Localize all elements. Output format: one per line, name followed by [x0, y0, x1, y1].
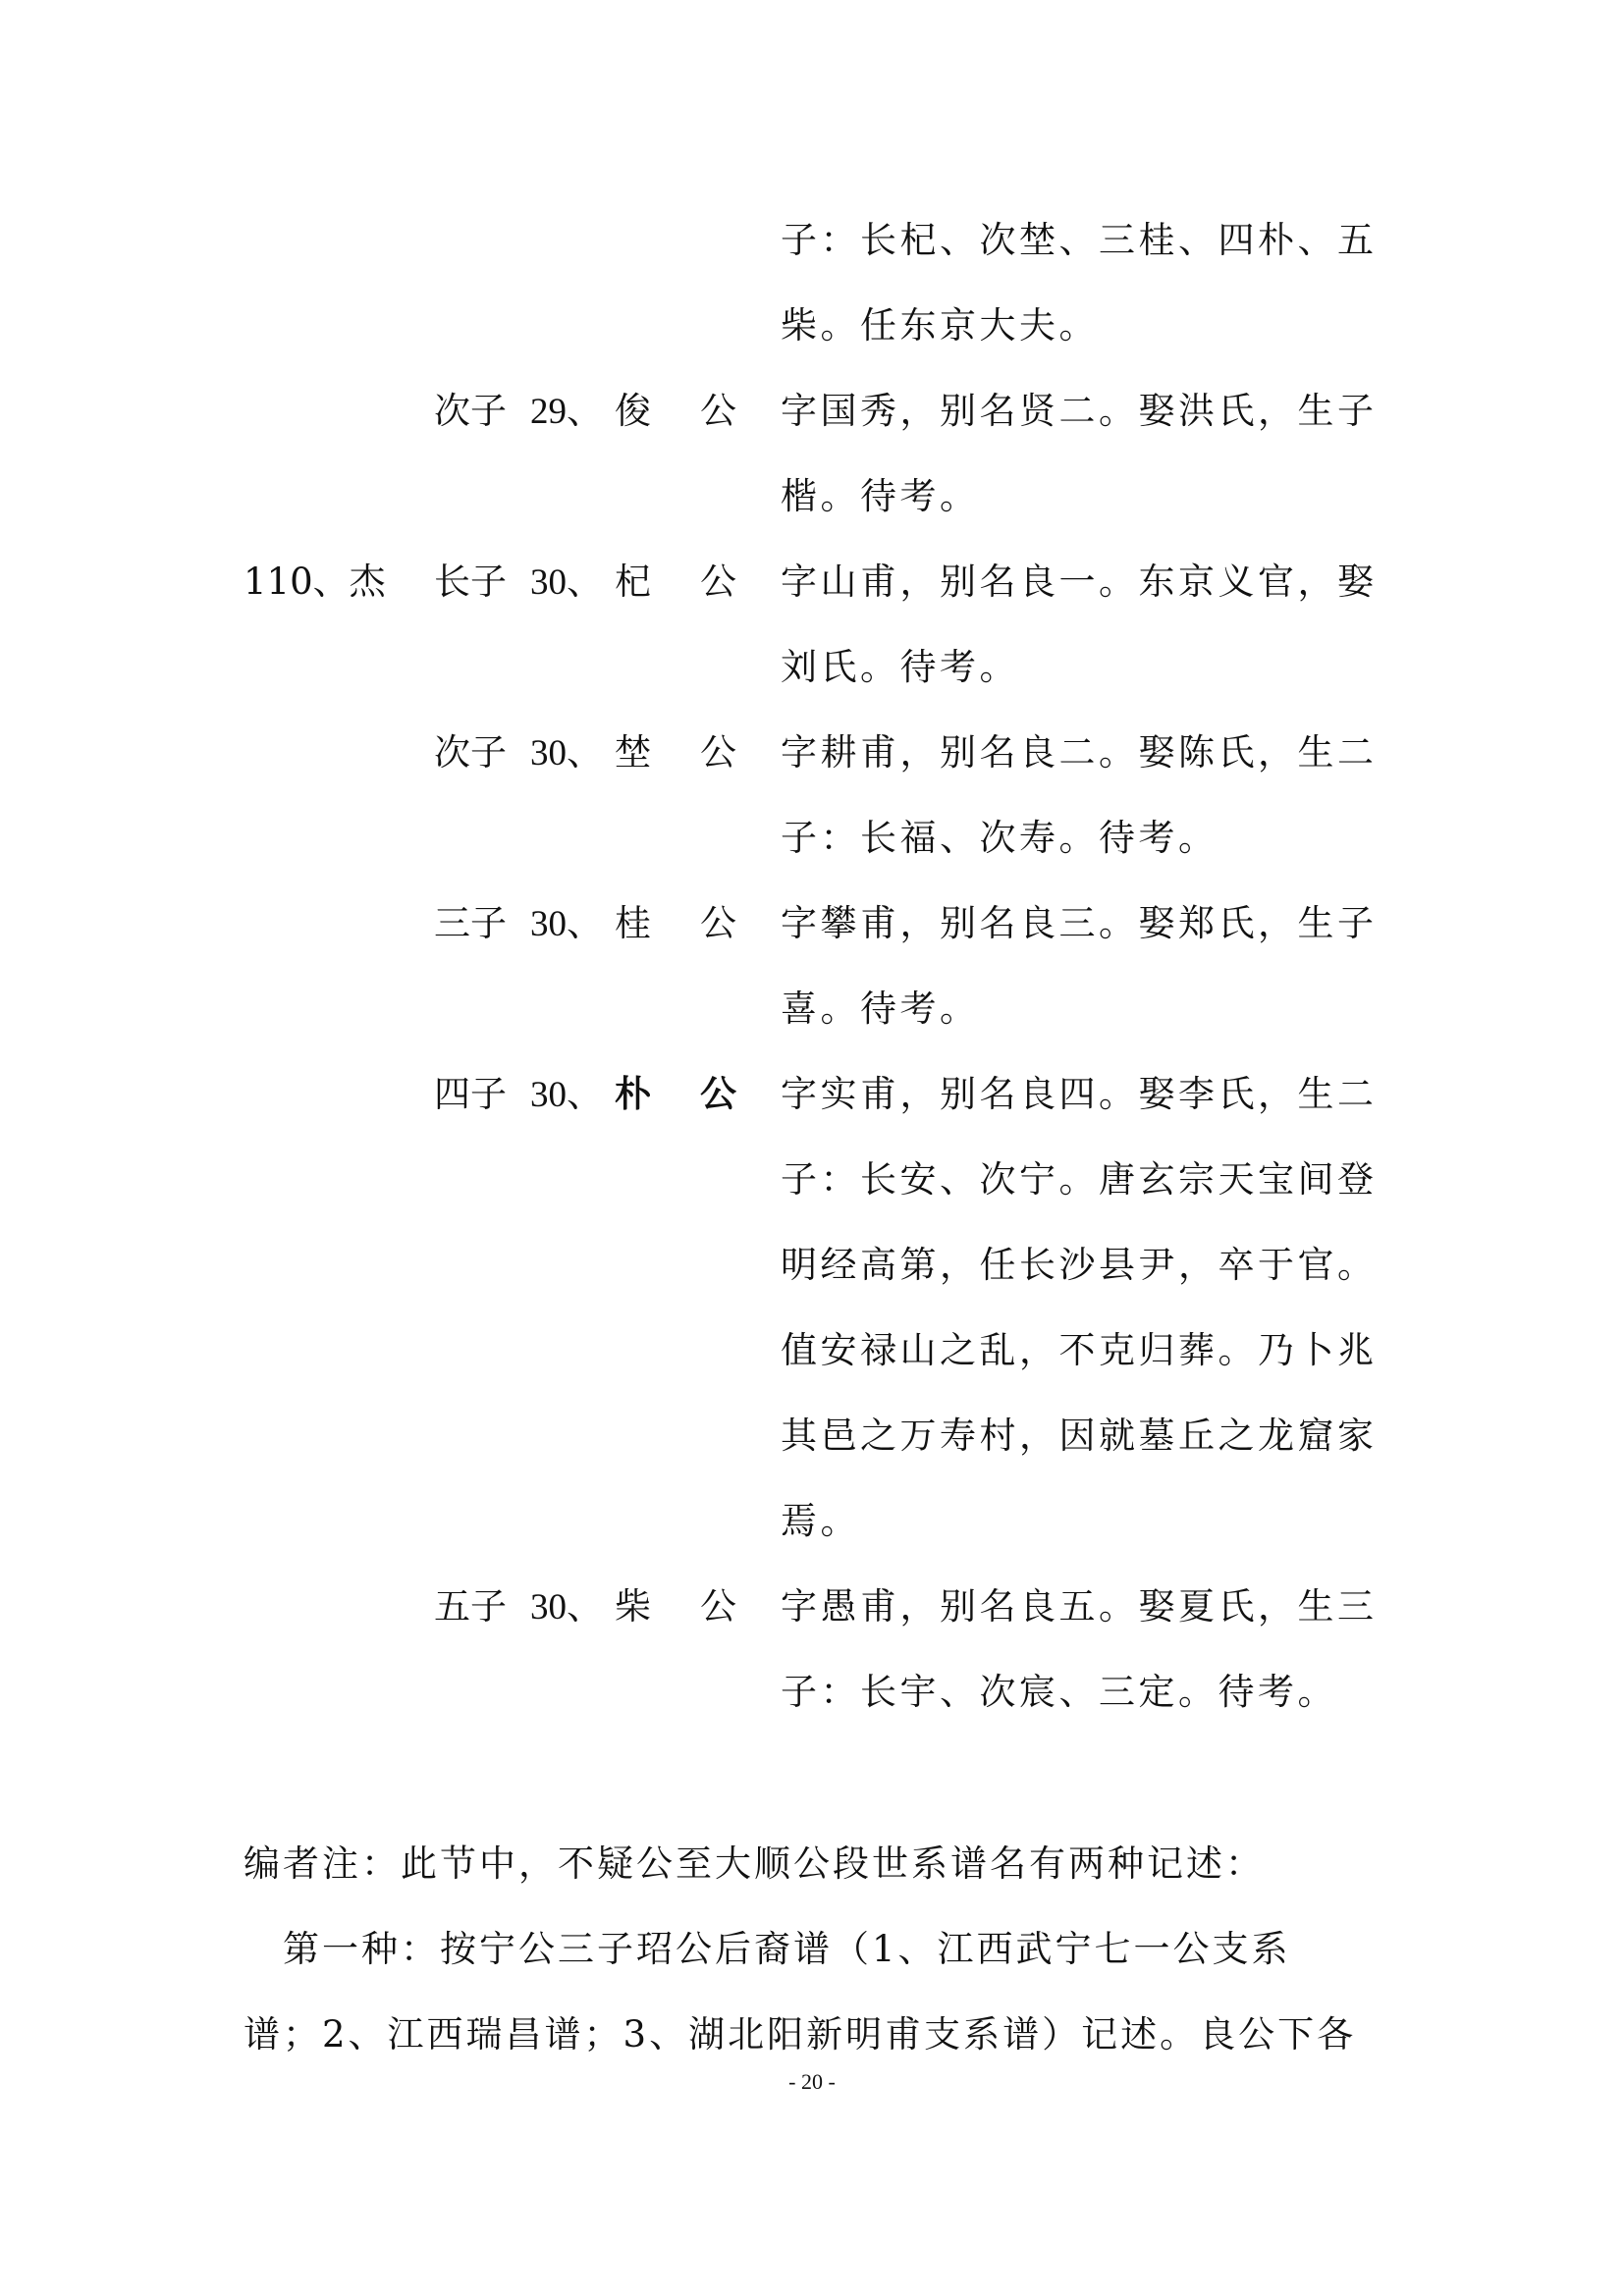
generation-number: [530, 710, 603, 796]
entry-description: [781, 1564, 1389, 1735]
generation-value: 29: [530, 392, 567, 432]
generation-number: [530, 368, 603, 454]
separator: 、: [567, 1585, 603, 1628]
text-line: 字愚甫，别名良五。娶夏氏，生三: [781, 1585, 1378, 1628]
person-name: 杞: [615, 561, 651, 603]
separator: 、: [567, 902, 603, 944]
text-line: 柴。任东京大夫。: [781, 304, 1099, 347]
honorific: 公: [700, 390, 736, 432]
page-number: - 20 -: [788, 2069, 836, 2094]
son-rank: 五子: [434, 1585, 507, 1628]
note-line: 编者注：此节中，不疑公至大顺公段世系谱名有两种记述：: [244, 1842, 1265, 1885]
entry-description: [781, 539, 1389, 710]
person-name: 俊: [615, 390, 651, 432]
generation-value: 30: [530, 1587, 567, 1628]
separator: 、: [567, 561, 603, 603]
father-label: 110、杰: [244, 561, 386, 603]
text-line: 字耕甫，别名良二。娶陈氏，生二: [781, 731, 1378, 774]
text-line: 子：长福、次寿。待考。: [781, 817, 1218, 859]
note-line: 第一种：按宁公三子玿公后裔谱（1、江西武宁七一公支系: [244, 1928, 1291, 1970]
text-line: 明经高第，任长沙县尹，卒于官。: [781, 1244, 1378, 1286]
text-line: 焉。: [781, 1500, 860, 1542]
person-name: 桂: [615, 902, 651, 944]
entry-description: [781, 881, 1389, 1051]
son-rank: 次子: [434, 731, 507, 774]
entry-description: [781, 368, 1389, 539]
honorific: 公: [700, 561, 736, 603]
generation-number: [530, 1564, 603, 1650]
note-line: 谱；2、江西瑞昌谱；3、湖北阳新明甫支系谱）记述。良公下各: [244, 2013, 1357, 2056]
generation-value: 30: [530, 1075, 567, 1115]
entry-description: [781, 710, 1389, 881]
generation-number: [530, 539, 603, 625]
person-name: 埜: [615, 731, 651, 774]
son-rank: 次子: [434, 390, 507, 432]
text-line: 其邑之万寿村，因就墓丘之龙窟家: [781, 1415, 1378, 1457]
text-line: 子：长宇、次宸、三定。待考。: [781, 1671, 1337, 1713]
entry-description: [781, 1051, 1389, 1564]
text-line: 字攀甫，别名良三。娶郑氏，生子: [781, 902, 1378, 944]
editor-note: [244, 1821, 1392, 2077]
generation-value: 30: [530, 562, 567, 603]
separator: 、: [567, 731, 603, 774]
generation-number: [530, 1051, 603, 1138]
separator: 、: [567, 1073, 603, 1115]
honorific: 公: [700, 1585, 736, 1628]
honorific: 公: [700, 731, 736, 774]
generation-value: 30: [530, 904, 567, 944]
separator: 、: [567, 390, 603, 432]
text-line: 子：长杞、次埜、三桂、四朴、五: [781, 219, 1378, 261]
text-line: 喜。待考。: [781, 988, 980, 1030]
generation-number: [530, 881, 603, 967]
generation-value: 30: [530, 733, 567, 774]
text-line: 字山甫，别名良一。东京义官，娶: [781, 561, 1378, 603]
text-line: 刘氏。待考。: [781, 646, 1019, 688]
text-line: 楷。待考。: [781, 475, 980, 517]
son-rank: 四子: [434, 1073, 507, 1115]
honorific: 公: [700, 1072, 736, 1115]
text-line: 字实甫，别名良四。娶李氏，生二: [781, 1073, 1378, 1115]
person-name: 柴: [615, 1585, 651, 1628]
text-line: 字国秀，别名贤二。娶洪氏，生子: [781, 390, 1378, 432]
person-name: 朴: [615, 1072, 651, 1115]
continuation-text: [781, 197, 1389, 368]
honorific: 公: [700, 902, 736, 944]
son-rank: 三子: [434, 902, 507, 944]
son-rank: 长子: [434, 561, 507, 603]
text-line: 值安禄山之乱，不克归葬。乃卜兆: [781, 1329, 1378, 1371]
text-line: 子：长安、次宁。唐玄宗天宝间登: [781, 1158, 1378, 1201]
